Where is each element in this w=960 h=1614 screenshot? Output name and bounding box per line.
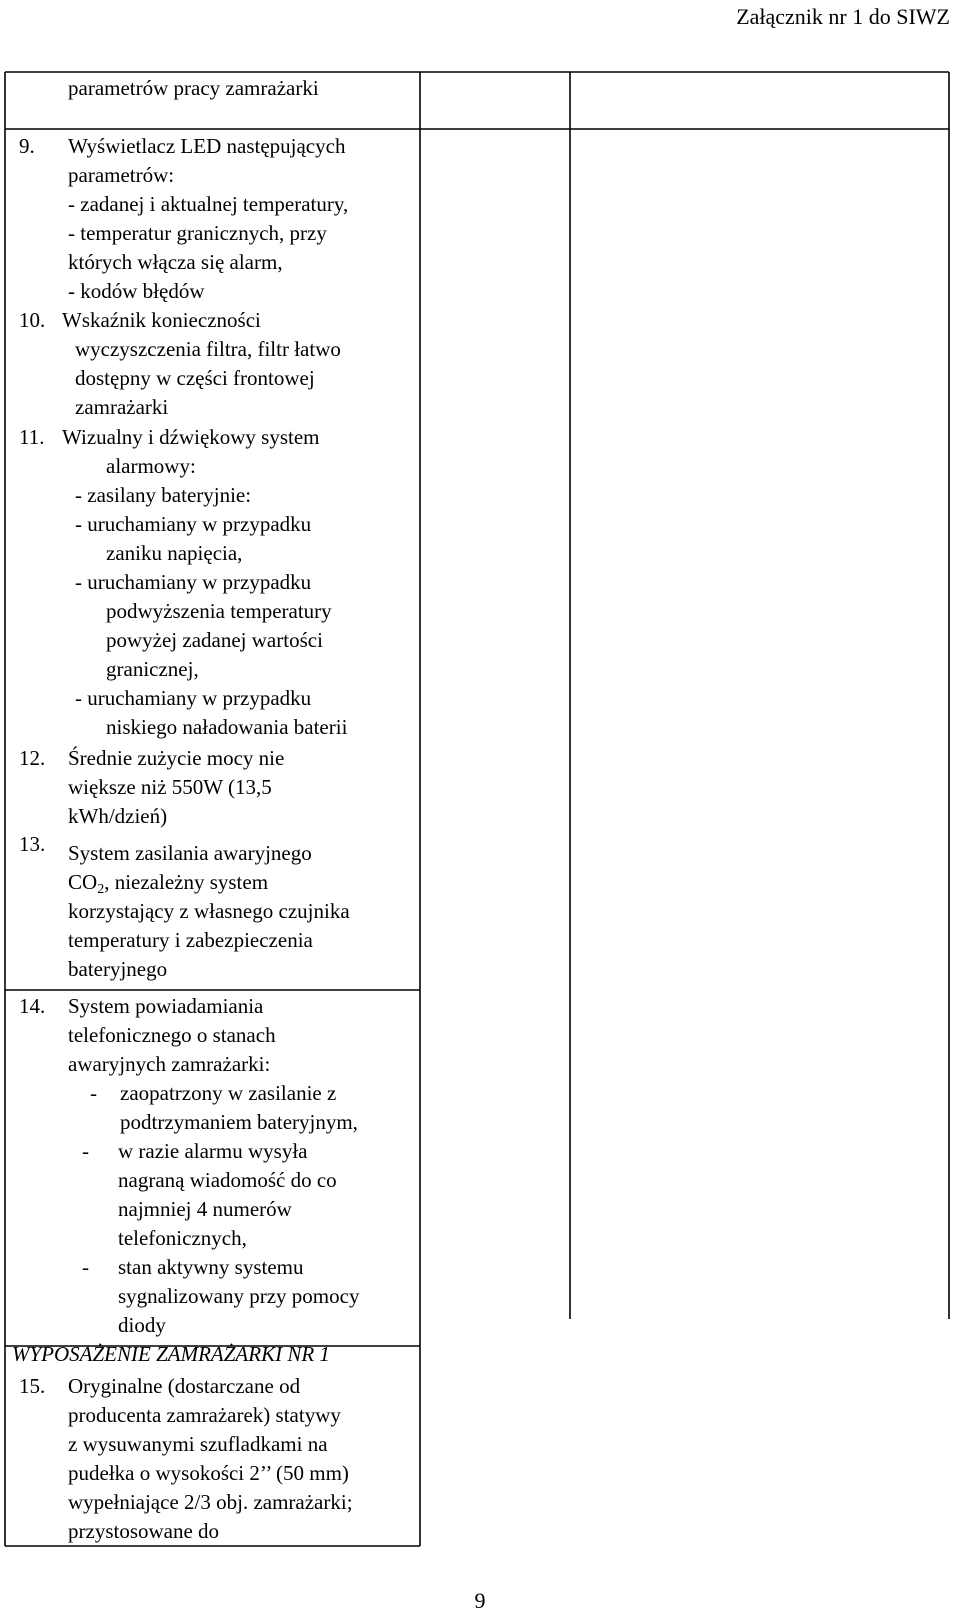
row-14-line-9: telefonicznych, [118,1226,247,1250]
row-14-line-2: telefonicznego o stanach [68,1023,276,1047]
row-14-line-7: nagraną wiadomość do co [118,1168,337,1192]
row-15-line-2: producenta zamrażarek) statywy [68,1403,341,1427]
row-11-line-10: - uruchamiany w przypadku [75,686,312,710]
row-13-line-4: temperatury i zabezpieczenia [68,928,313,952]
row-14-dash-1: - [90,1081,97,1105]
row-14-line-3: awaryjnych zamrażarki: [68,1052,271,1076]
row-11-line-4: - uruchamiany w przypadku [75,512,312,536]
row-11-line-1: Wizualny i dźwiękowy system [62,425,320,449]
row-11-line-8: powyżej zadanej wartości [106,628,323,652]
row-continuation-text: parametrów pracy zamrażarki [68,76,319,100]
row-9-line-6: - kodów błędów [68,279,205,303]
row-9-number: 9. [19,134,35,158]
row-10-number: 10. [19,308,46,332]
row-11-line-6: - uruchamiany w przypadku [75,570,312,594]
row-14-line-11: sygnalizowany przy pomocy [118,1284,360,1308]
page-number: 9 [474,1588,486,1613]
co2-text: CO [68,870,98,894]
row-14-line-5: podtrzymaniem bateryjnym, [120,1110,358,1134]
row-11-line-2: alarmowy: [106,454,196,478]
row-9-line-3: - zadanej i aktualnej temperatury, [68,192,349,216]
row-11-line-11: niskiego naładowania baterii [106,715,348,739]
row-10-line-1: Wskaźnik konieczności [62,308,261,332]
co2-subscript: 2 [97,882,105,897]
row-11-line-5: zaniku napięcia, [106,541,243,565]
row-9-line-4: - temperatur granicznych, przy [68,221,327,245]
row-12-line-2: większe niż 550W (13,5 [68,775,272,799]
row-12-line-3: kWh/dzień) [68,804,168,828]
row-15-line-4: pudełka o wysokości 2’’ (50 mm) [68,1461,349,1485]
row-11-line-7: podwyższenia temperatury [106,599,332,623]
row-13-number: 13. [19,832,46,856]
row-13-line-2-rest: , niezależny system [104,870,269,894]
section-heading: WYPOSAŻENIE ZAMRAŻARKI NR 1 [12,1342,330,1366]
document-header: Załącznik nr 1 do SIWZ [736,4,950,29]
row-14-number: 14. [19,994,46,1018]
row-14-line-8: najmniej 4 numerów [118,1197,292,1221]
row-14-line-4: zaopatrzony w zasilanie z [120,1081,337,1105]
row-14-line-10: stan aktywny systemu [118,1255,304,1279]
row-9-line-1: Wyświetlacz LED następujących [68,134,346,158]
row-11-line-3: - zasilany bateryjnie: [75,483,252,507]
row-15-line-3: z wysuwanymi szufladkami na [68,1432,328,1456]
row-10-line-2: wyczyszczenia filtra, filtr łatwo [75,337,341,361]
row-11-line-9: granicznej, [106,657,199,681]
row-13-line-5: bateryjnego [68,957,168,981]
row-9-line-5: których włącza się alarm, [68,250,283,274]
row-14-line-6: w razie alarmu wysyła [118,1139,308,1163]
row-13-line-1: System zasilania awaryjnego [68,841,312,865]
row-11-number: 11. [19,425,45,449]
row-10-line-4: zamrażarki [75,395,169,419]
row-15-line-1: Oryginalne (dostarczane od [68,1374,301,1398]
row-13-line-3: korzystający z własnego czujnika [68,899,350,923]
row-12-line-1: Średnie zużycie mocy nie [68,746,285,770]
row-14-dash-2: - [82,1139,89,1163]
row-10-line-3: dostępny w części frontowej [75,366,315,390]
row-15-line-6: przystosowane do [68,1519,220,1543]
row-12-number: 12. [19,746,46,770]
row-13-line-2 [68,868,268,897]
row-14-dash-3: - [82,1255,89,1279]
row-14-line-1: System powiadamiania [68,994,264,1018]
row-14-line-12: diody [118,1313,166,1337]
row-15-number: 15. [19,1374,46,1398]
row-9-line-2: parametrów: [68,163,175,187]
row-15-line-5: wypełniające 2/3 obj. zamrażarki; [68,1490,353,1514]
